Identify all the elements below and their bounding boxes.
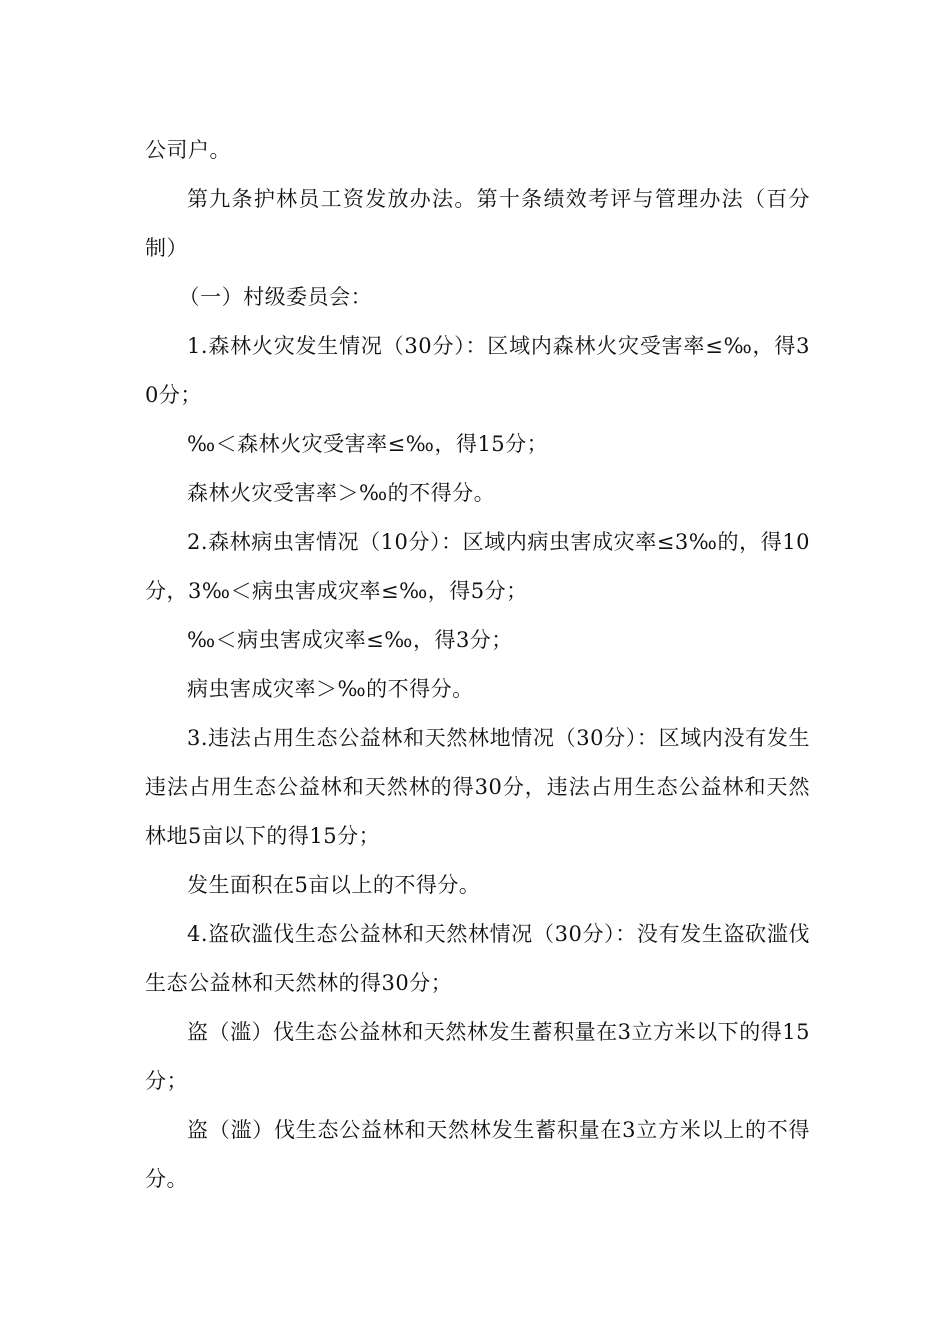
paragraph-article-9-10: 第九条护林员工资发放办法。第十条绩效考评与管理办法（百分制） [145, 187, 810, 260]
paragraph-pest: 2.森林病虫害情况（10分）：区域内病虫害成灾率≤3‰的，得10分，3‰＜病虫害成灾率≤‰，得5分； [145, 530, 810, 603]
paragraph-continuation: 公司户。 [145, 138, 231, 162]
paragraph-forest-fire-15: ‰＜森林火灾受害率≤‰，得15分； [187, 432, 549, 456]
document-body [145, 126, 810, 1204]
section-heading-village-committee: （一）村级委员会： [178, 285, 373, 309]
paragraph-forest-fire: 1.森林火灾发生情况（30分）：区域内森林火灾受害率≤‰，得30分； [145, 334, 810, 407]
paragraph-illegal-logging-zero: 盗（滥）伐生态公益林和天然林发生蓄积量在3立方米以上的不得分。 [145, 1118, 810, 1191]
paragraph-illegal-logging: 4.盗砍滥伐生态公益林和天然林情况（30分）：没有发生盗砍滥伐生态公益林和天然林的得30分； [145, 922, 810, 995]
paragraph-forest-fire-zero: 森林火灾受害率＞‰的不得分。 [187, 481, 496, 505]
paragraph-illegal-logging-15: 盗（滥）伐生态公益林和天然林发生蓄积量在3立方米以下的得15分； [145, 1020, 810, 1093]
paragraph-illegal-occupation: 3.违法占用生态公益林和天然林地情况（30分）：区域内没有发生违法占用生态公益林和天然林的得30分，违法占用生态公益林和天然林地5亩以下的得15分； [145, 726, 810, 848]
paragraph-pest-zero: 病虫害成灾率＞‰的不得分。 [187, 677, 474, 701]
paragraph-pest-3: ‰＜病虫害成灾率≤‰，得3分； [187, 628, 513, 652]
paragraph-illegal-occupation-zero: 发生面积在5亩以上的不得分。 [187, 873, 481, 897]
